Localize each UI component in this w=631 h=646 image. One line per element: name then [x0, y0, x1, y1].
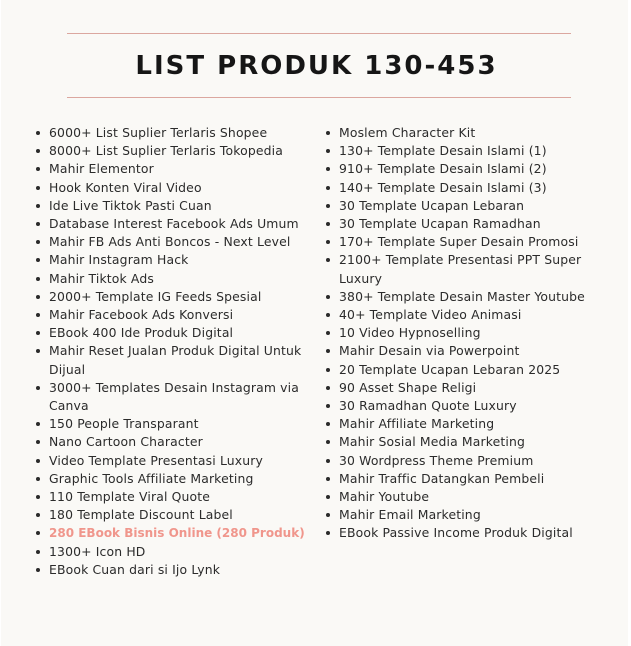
list-item: Mahir Traffic Datangkan Pembeli	[324, 470, 614, 488]
list-item: EBook Passive Income Produk Digital	[324, 524, 614, 542]
list-item: Mahir Elementor	[34, 160, 324, 178]
list-item: 30 Wordpress Theme Premium	[324, 452, 614, 470]
list-item: 910+ Template Desain Islami (2)	[324, 160, 614, 178]
list-item: Mahir FB Ads Anti Boncos - Next Level	[34, 233, 324, 251]
list-item: 130+ Template Desain Islami (1)	[324, 142, 614, 160]
list-item: 180 Template Discount Label	[34, 506, 324, 524]
list-item: 30 Template Ucapan Ramadhan	[324, 215, 614, 233]
list-item: 2000+ Template IG Feeds Spesial	[34, 288, 324, 306]
list-item: 30 Ramadhan Quote Luxury	[324, 397, 614, 415]
list-item: 6000+ List Suplier Terlaris Shopee	[34, 124, 324, 142]
list-item-highlighted: 280 EBook Bisnis Online (280 Produk)	[34, 524, 324, 542]
list-item: Mahir Sosial Media Marketing	[324, 433, 614, 451]
list-item: 380+ Template Desain Master Youtube	[324, 288, 614, 306]
top-divider	[67, 33, 571, 34]
list-item: EBook Cuan dari si Ijo Lynk	[34, 561, 324, 579]
list-item: 1300+ Icon HD	[34, 543, 324, 561]
list-item: Mahir Affiliate Marketing	[324, 415, 614, 433]
bottom-divider	[67, 97, 571, 98]
page-title: LIST PRODUK 130-453	[135, 51, 498, 81]
list-item: 3000+ Templates Desain Instagram via Canva	[34, 379, 324, 415]
list-item: 8000+ List Suplier Terlaris Tokopedia	[34, 142, 324, 160]
list-item: 30 Template Ucapan Lebaran	[324, 197, 614, 215]
list-item: Moslem Character Kit	[324, 124, 614, 142]
list-item: 2100+ Template Presentasi PPT Super Luxury	[324, 251, 614, 287]
list-item: Ide Live Tiktok Pasti Cuan	[34, 197, 324, 215]
list-item: Hook Konten Viral Video	[34, 179, 324, 197]
list-item: 40+ Template Video Animasi	[324, 306, 614, 324]
product-list-left	[34, 124, 324, 579]
list-item: 150 People Transparant	[34, 415, 324, 433]
list-item: 20 Template Ucapan Lebaran 2025	[324, 361, 614, 379]
list-item: Mahir Desain via Powerpoint	[324, 342, 614, 360]
list-item: Mahir Facebook Ads Konversi	[34, 306, 324, 324]
list-item: 90 Asset Shape Religi	[324, 379, 614, 397]
list-item: Mahir Tiktok Ads	[34, 270, 324, 288]
list-item: Mahir Reset Jualan Produk Digital Untuk Dijual	[34, 342, 324, 378]
list-item: Mahir Email Marketing	[324, 506, 614, 524]
list-item: Mahir Youtube	[324, 488, 614, 506]
list-item: Video Template Presentasi Luxury	[34, 452, 324, 470]
product-list-right	[324, 124, 614, 543]
list-item: 170+ Template Super Desain Promosi	[324, 233, 614, 251]
list-item: 140+ Template Desain Islami (3)	[324, 179, 614, 197]
list-item: 10 Video Hypnoselling	[324, 324, 614, 342]
product-list-page	[1, 0, 628, 646]
list-item: 110 Template Viral Quote	[34, 488, 324, 506]
list-item: Database Interest Facebook Ads Umum	[34, 215, 324, 233]
list-item: Graphic Tools Affiliate Marketing	[34, 470, 324, 488]
list-item: Mahir Instagram Hack	[34, 251, 324, 269]
list-item: Nano Cartoon Character	[34, 433, 324, 451]
list-item: EBook 400 Ide Produk Digital	[34, 324, 324, 342]
